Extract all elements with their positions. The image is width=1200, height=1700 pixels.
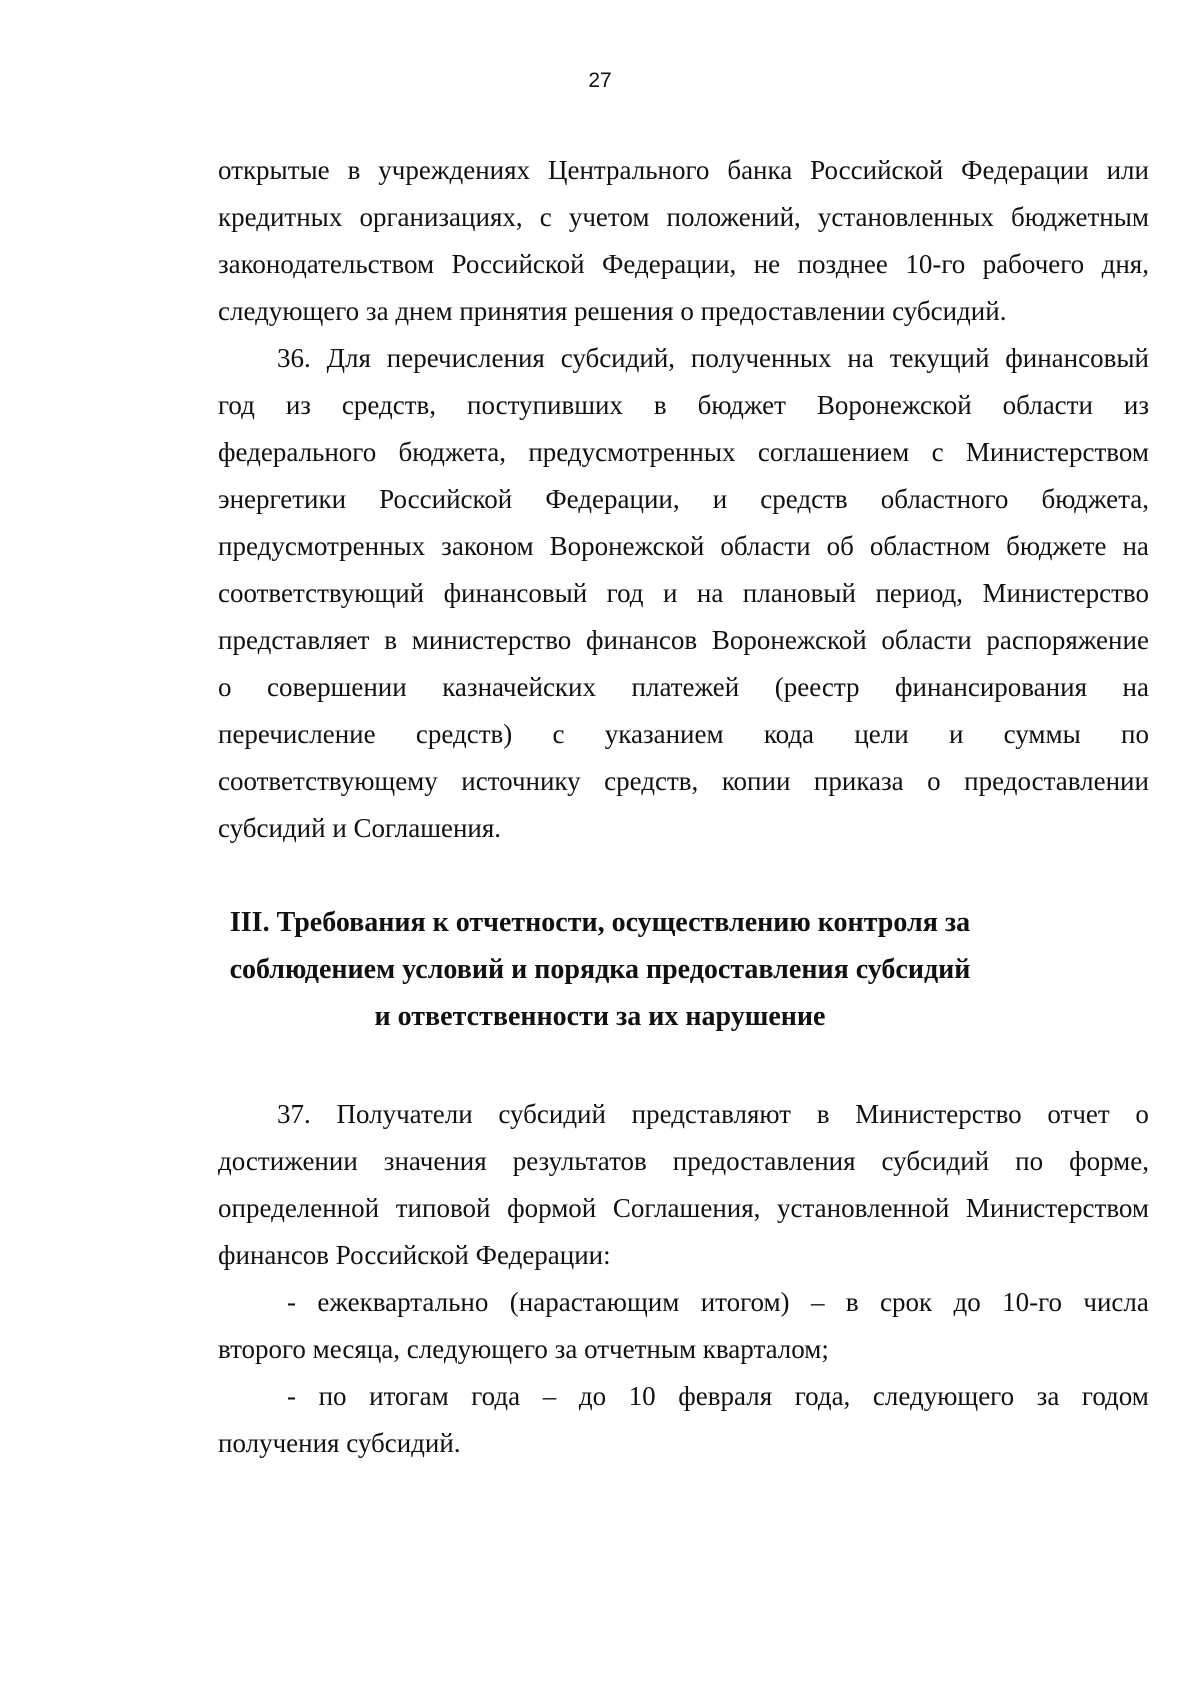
word: средств, [604, 766, 699, 796]
text-line [218, 763, 1149, 799]
text-line: получения субсидий. [218, 1428, 461, 1458]
word: 10 [628, 1381, 656, 1411]
word: приказа [813, 766, 904, 796]
text-line [218, 246, 1149, 282]
word: или [1106, 155, 1149, 185]
word: (реестр [774, 672, 860, 702]
word: срок [879, 1287, 933, 1317]
word: субсидий [498, 1099, 606, 1129]
word: Федерации, [545, 484, 680, 514]
word: не [753, 249, 781, 279]
word: в [347, 155, 361, 185]
text-line [287, 1284, 1149, 1320]
word: бюджете [1006, 531, 1107, 561]
word: Российской [451, 249, 585, 279]
text-line: второго месяца, следующего за отчетным кварталом; [218, 1334, 829, 1364]
word: финансовый [1005, 343, 1149, 373]
text-line [218, 434, 1149, 470]
word: финансовый [443, 578, 588, 608]
word: областного [880, 484, 1009, 514]
word: рабочего [982, 249, 1085, 279]
text-line [218, 575, 1149, 611]
word: Воронежской [816, 390, 972, 420]
word: на [696, 578, 724, 608]
text-line: субсидий и Соглашения. [218, 813, 502, 843]
section-heading-line: III. Требования к отчетности, осуществлению контроля за [229, 907, 971, 938]
word: дня, [1101, 249, 1149, 279]
word: предусмотренных [218, 531, 426, 561]
text-line [218, 716, 1149, 752]
word: ежеквартально [317, 1287, 489, 1317]
word: финансов [586, 625, 698, 655]
word: в [653, 390, 667, 420]
word: года [471, 1381, 521, 1411]
word: учетом [568, 202, 650, 232]
word: области [881, 625, 972, 655]
word: средств, [341, 390, 437, 420]
word: субсидий, [560, 343, 676, 373]
word: перечисление [218, 719, 376, 749]
word: результатов [512, 1146, 647, 1176]
word: учреждениях [378, 155, 531, 185]
word: законодательством [218, 249, 435, 279]
word: достижении [218, 1146, 358, 1176]
text-line: следующего за днем принятия решения о предоставлении субсидий. [218, 296, 1007, 326]
word: год [606, 578, 644, 608]
text-line: финансов Российской Федерации: [218, 1240, 611, 1270]
word: и [712, 484, 728, 514]
word: (нарастающим [509, 1287, 680, 1317]
text-line [218, 387, 1149, 423]
word: - [287, 1381, 296, 1411]
word: установленной [777, 1193, 950, 1223]
word: средств [760, 484, 848, 514]
word: итогам [369, 1381, 449, 1411]
word: области [720, 531, 811, 561]
word: годом [1081, 1381, 1149, 1411]
page-number: 27 [588, 69, 612, 92]
text-line [287, 1378, 1149, 1414]
word: на [1122, 531, 1149, 561]
word: Министерство [855, 1099, 1022, 1129]
word: период, [875, 578, 964, 608]
word: – [810, 1287, 825, 1317]
word: итогом) [700, 1287, 790, 1317]
word: из [285, 390, 311, 420]
word: соглашением [757, 437, 910, 467]
word: с [931, 437, 944, 467]
word: предоставления [672, 1146, 856, 1176]
word: банка [727, 155, 793, 185]
word: 36. [277, 343, 311, 373]
word: установленных [817, 202, 994, 232]
word: Министерством [965, 437, 1149, 467]
word: о [927, 766, 941, 796]
word: Воронежской [549, 531, 705, 561]
word: о [1135, 1099, 1149, 1129]
word: Российской [379, 484, 513, 514]
word: кода [763, 719, 815, 749]
word: положений, [666, 202, 801, 232]
text-line [218, 669, 1149, 705]
word: следующего [872, 1381, 1015, 1411]
section-heading-line: и ответственности за их нарушение [374, 1001, 826, 1032]
section-heading-line: соблюдением условий и порядка предоставления субсидий [229, 954, 971, 985]
word: из [1123, 390, 1149, 420]
word: 10-го [1002, 1287, 1063, 1317]
word: по [1015, 1146, 1044, 1176]
text-line [218, 528, 1149, 564]
word: в [384, 625, 397, 655]
text-line [277, 1096, 1149, 1132]
word: плановый [742, 578, 856, 608]
word: финансирования [895, 672, 1087, 702]
word: бюджетным [1010, 202, 1149, 232]
word: платежей [631, 672, 740, 702]
text-line [218, 1143, 1149, 1179]
word: субсидий [881, 1146, 990, 1176]
word: энергетики [218, 484, 347, 514]
word: совершении [267, 672, 407, 702]
text-line [218, 1190, 1149, 1226]
text-line [277, 340, 1149, 376]
word: Министерством [965, 1193, 1149, 1223]
word: до [953, 1287, 981, 1317]
text-line [218, 622, 1149, 658]
word: областном [869, 531, 991, 561]
word: года, [794, 1381, 851, 1411]
word: законом [441, 531, 534, 561]
word: Центрального [547, 155, 710, 185]
word: открытые [218, 155, 330, 185]
text-line [218, 481, 1149, 517]
word: указанием [604, 719, 724, 749]
word: до [578, 1381, 607, 1411]
word: организациях, [359, 202, 523, 232]
word: 37. [277, 1099, 311, 1129]
word: предоставлении [964, 766, 1149, 796]
word: за [1036, 1381, 1060, 1411]
word: в [816, 1099, 830, 1129]
word: цели [854, 719, 909, 749]
word: соответствующему [218, 766, 438, 796]
word: - [287, 1287, 296, 1317]
word: полученных [690, 343, 832, 373]
word: предусмотренных [528, 437, 736, 467]
word: Министерство [982, 578, 1149, 608]
word: распоряжение [986, 625, 1149, 655]
word: на [847, 343, 874, 373]
word: соответствующий [218, 578, 425, 608]
word: бюджет [697, 390, 786, 420]
word: источнику [461, 766, 581, 796]
word: в [845, 1287, 859, 1317]
word: бюджета, [1041, 484, 1149, 514]
word: отчет [1047, 1099, 1110, 1129]
word: по [318, 1381, 347, 1411]
word: области [1002, 390, 1093, 420]
word: 10-го [905, 249, 966, 279]
word: бюджета, [398, 437, 506, 467]
word: кредитных [218, 202, 343, 232]
word: определенной [218, 1193, 380, 1223]
word: Российской [810, 155, 944, 185]
word: министерство [411, 625, 572, 655]
word: Федерации [961, 155, 1089, 185]
word: Федерации, [602, 249, 737, 279]
word: числа [1083, 1287, 1149, 1317]
word: средств) [415, 719, 513, 749]
word: с [539, 202, 552, 232]
word: федерального [218, 437, 377, 467]
word: представляет [218, 625, 370, 655]
word: копии [721, 766, 791, 796]
word: значения [383, 1146, 487, 1176]
word: Для [326, 343, 371, 373]
word: год [218, 390, 255, 420]
word: Соглашения, [612, 1193, 761, 1223]
word: с [552, 719, 565, 749]
word: и [663, 578, 678, 608]
word: февраля [678, 1381, 773, 1411]
word: об [826, 531, 854, 561]
word: о [218, 672, 232, 702]
text-line [218, 152, 1149, 188]
text-line [218, 199, 1149, 235]
word: типовой [395, 1193, 491, 1223]
word: на [1122, 672, 1149, 702]
word: перечисления [386, 343, 545, 373]
word: казначейских [442, 672, 596, 702]
word: – [542, 1381, 557, 1411]
word: и [948, 719, 964, 749]
word: представляют [631, 1099, 791, 1129]
word: Получатели [336, 1099, 473, 1129]
word: Воронежской [711, 625, 867, 655]
word: позднее [797, 249, 888, 279]
word: суммы [1003, 719, 1081, 749]
word: поступивших [467, 390, 623, 420]
word: текущий [889, 343, 990, 373]
word: форме, [1069, 1146, 1149, 1176]
word: формой [507, 1193, 597, 1223]
word: по [1121, 719, 1149, 749]
